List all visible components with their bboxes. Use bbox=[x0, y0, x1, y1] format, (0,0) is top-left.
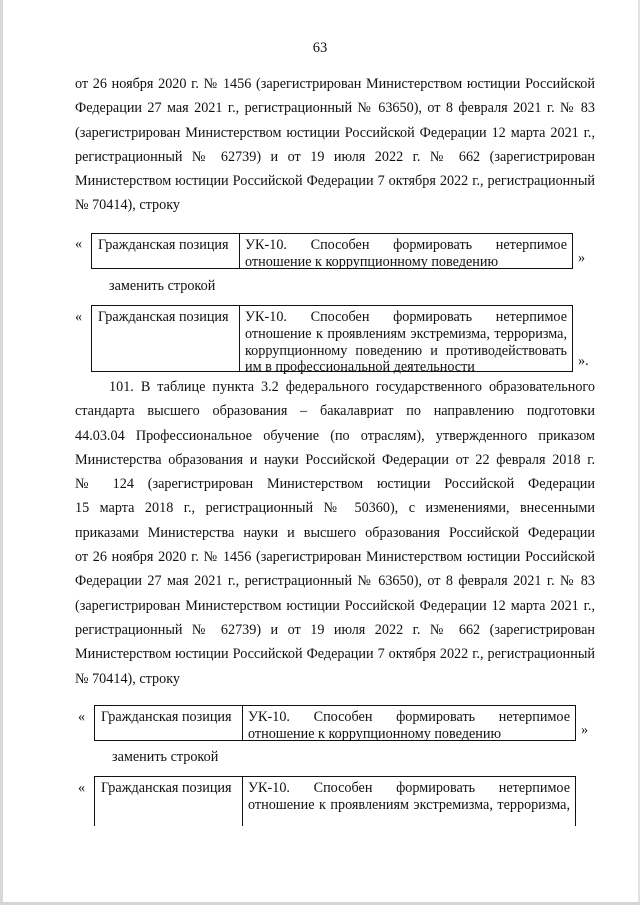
table-cell-competence-category: Гражданская позиция bbox=[94, 776, 242, 826]
cell-line: им в профессиональной деятельности bbox=[245, 359, 475, 376]
cell-line: коррупционному поведению и противодействовать bbox=[245, 342, 567, 359]
open-quote: « bbox=[75, 236, 83, 252]
open-quote: « bbox=[78, 780, 86, 796]
text-line: Министерством юстиции Российской Федерации 7 октября 2022 г., регистрационный bbox=[75, 173, 595, 190]
text-line: (зарегистрирован Министерством юстиции Российской Федерации 12 марта 2021 г., bbox=[75, 597, 595, 614]
close-quote: ». bbox=[578, 353, 589, 369]
open-quote: « bbox=[75, 309, 83, 325]
table-cell-competence-code bbox=[242, 705, 576, 741]
table-row-new bbox=[75, 305, 615, 376]
open-quote: « bbox=[78, 709, 86, 725]
text-line: № 70414), строку bbox=[75, 197, 181, 214]
table-cell-competence-code bbox=[239, 305, 573, 376]
close-quote: » bbox=[581, 722, 589, 738]
table-cell-competence-category: Гражданская позиция bbox=[94, 705, 242, 741]
paragraph-continuation bbox=[75, 72, 595, 218]
text-line: от 26 ноября 2020 г. № 1456 (зарегистрирован Министерством юстиции Российской bbox=[75, 549, 595, 566]
cell-line: отношение к проявлениям экстремизма, терроризма, bbox=[248, 796, 570, 813]
table-row-old bbox=[75, 705, 615, 741]
table-row-new-partial bbox=[75, 776, 615, 826]
cell-line: УК-10. Способен формировать нетерпимое bbox=[248, 709, 570, 725]
text-line: приказами Министерства науки и высшего образования Российской Федерации bbox=[75, 524, 595, 541]
cell-line: отношение к проявлениям экстремизма, терроризма, bbox=[245, 325, 567, 342]
text-line: 101. В таблице пункта 3.2 федерального государственного образовательного bbox=[109, 379, 595, 395]
text-line: от 26 ноября 2020 г. № 1456 (зарегистрирован Министерством юстиции Российской bbox=[75, 76, 595, 92]
cell-line: УК-10. Способен формировать нетерпимое bbox=[245, 237, 567, 253]
text-line: 15 марта 2018 г., регистрационный № 50360), с изменениями, внесенными bbox=[75, 500, 595, 517]
text-line: регистрационный № 62739) и от 19 июля 2022 г. № 662 (зарегистрирован bbox=[75, 621, 595, 638]
replace-instruction: заменить строкой bbox=[109, 278, 216, 294]
cell-line: УК-10. Способен формировать нетерпимое bbox=[245, 309, 567, 325]
table-cell-competence-code bbox=[239, 233, 573, 269]
text-line: № 70414), строку bbox=[75, 670, 181, 687]
text-line: регистрационный № 62739) и от 19 июля 2022 г. № 662 (зарегистрирован bbox=[75, 148, 595, 165]
text-line: Федерации 27 мая 2021 г., регистрационный № 63650), от 8 февраля 2021 г. № 83 bbox=[75, 573, 595, 590]
replace-instruction: заменить строкой bbox=[112, 749, 219, 765]
cell-line: отношение к коррупционному поведению bbox=[248, 725, 502, 742]
text-line: Федерации 27 мая 2021 г., регистрационный № 63650), от 8 февраля 2021 г. № 83 bbox=[75, 100, 595, 117]
page-number: 63 bbox=[312, 40, 328, 56]
paragraph-101 bbox=[75, 375, 595, 691]
close-quote: » bbox=[578, 250, 586, 266]
table-cell-competence-code bbox=[242, 776, 576, 826]
text-line: стандарта высшего образования – бакалавриат по направлению подготовки bbox=[75, 403, 595, 420]
text-line: Министерством юстиции Российской Федерации 7 октября 2022 г., регистрационный bbox=[75, 646, 595, 663]
text-line: 44.03.04 Профессиональное обучение (по отраслям), утвержденного приказом bbox=[75, 427, 595, 444]
scan-edge-left bbox=[0, 0, 3, 905]
table-cell-competence-category: Гражданская позиция bbox=[91, 305, 239, 372]
text-line: (зарегистрирован Министерством юстиции Российской Федерации 12 марта 2021 г., bbox=[75, 124, 595, 141]
table-cell-competence-category: Гражданская позиция bbox=[91, 233, 239, 269]
text-line: Министерства образования и науки Российской Федерации от 22 февраля 2018 г. bbox=[75, 451, 595, 468]
cell-line: отношение к коррупционному поведению bbox=[245, 253, 499, 270]
text-line: № 124 (зарегистрирован Министерством юстиции Российской Федерации bbox=[75, 476, 595, 493]
cell-line: УК-10. Способен формировать нетерпимое bbox=[248, 780, 570, 796]
table-row-old bbox=[75, 233, 615, 269]
